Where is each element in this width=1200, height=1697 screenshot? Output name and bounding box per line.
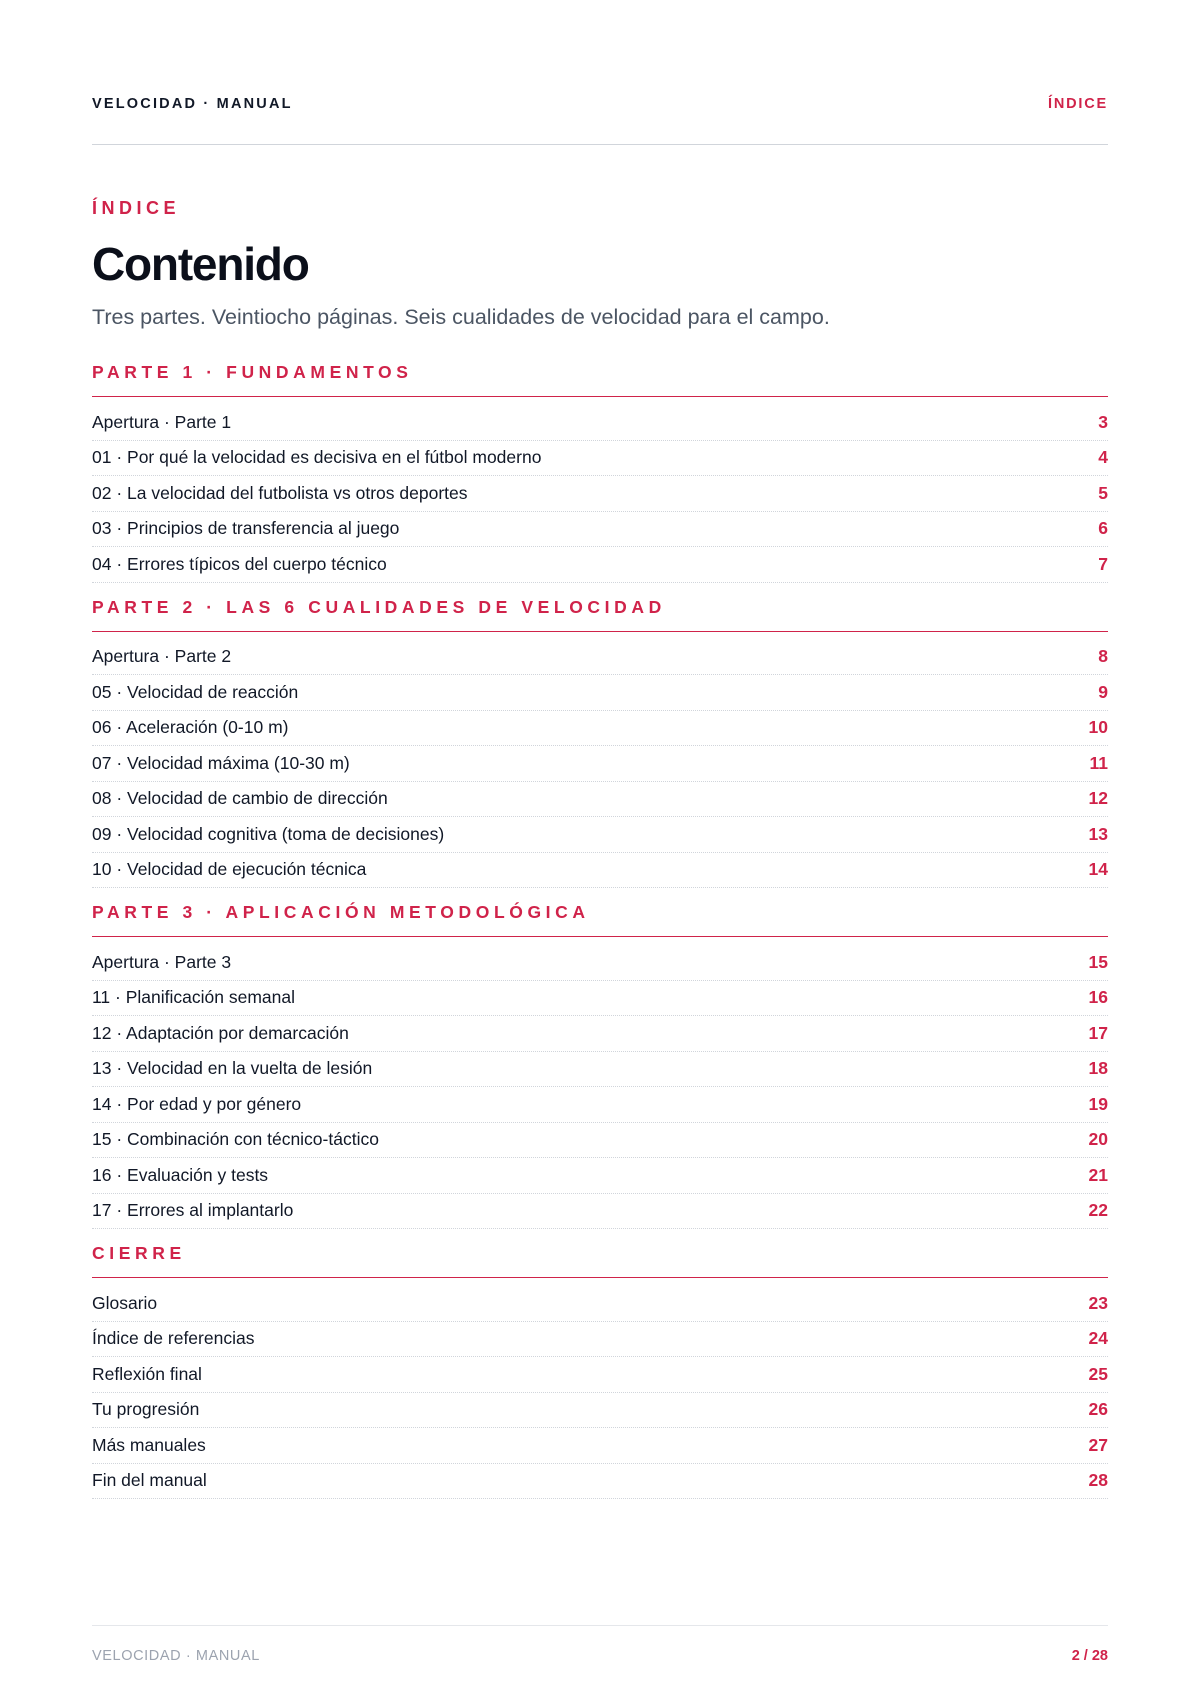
page-header (92, 96, 1108, 145)
toc-entry-label: 08 · Velocidad de cambio de dirección (92, 788, 388, 809)
toc-entry[interactable] (92, 1464, 1108, 1500)
toc-entry-page-number: 14 (1088, 859, 1108, 880)
toc-entry-page-number: 10 (1088, 717, 1108, 738)
toc-part-title: PARTE 1 · FUNDAMENTOS (92, 362, 1108, 397)
toc-entry-page-number: 28 (1088, 1470, 1108, 1491)
toc-entry[interactable] (92, 945, 1108, 981)
toc-part-title: PARTE 2 · LAS 6 CUALIDADES DE VELOCIDAD (92, 597, 1108, 632)
toc-entry-label: 07 · Velocidad máxima (10-30 m) (92, 752, 350, 773)
toc-entry[interactable] (92, 746, 1108, 782)
toc-entry[interactable] (92, 640, 1108, 676)
toc-entry[interactable] (92, 1194, 1108, 1230)
toc-entry-label: 12 · Adaptación por demarcación (92, 1022, 349, 1043)
toc-entry-label: Fin del manual (92, 1470, 207, 1491)
toc-entry[interactable] (92, 853, 1108, 889)
toc-entry[interactable] (92, 1123, 1108, 1159)
toc-entry-label: Tu progresión (92, 1399, 200, 1420)
toc-part (92, 902, 1108, 1229)
toc-entry[interactable] (92, 441, 1108, 477)
toc-entry-label: 03 · Principios de transferencia al juego (92, 518, 400, 539)
toc-entry[interactable] (92, 512, 1108, 548)
toc-entry[interactable] (92, 1393, 1108, 1429)
toc-entry[interactable] (92, 1428, 1108, 1464)
toc-entry-page-number: 22 (1088, 1200, 1108, 1221)
toc-entry-page-number: 26 (1088, 1399, 1108, 1420)
footer-page-number: 2 / 28 (1071, 1648, 1108, 1664)
toc-entry-label: Reflexión final (92, 1363, 202, 1384)
toc-entry[interactable] (92, 981, 1108, 1017)
toc-entry-label: Apertura · Parte 1 (92, 411, 232, 432)
toc-entry-label: 10 · Velocidad de ejecución técnica (92, 859, 367, 880)
toc-entry[interactable] (92, 1286, 1108, 1322)
index-eyebrow: ÍNDICE (92, 198, 181, 218)
toc-entry[interactable] (92, 711, 1108, 747)
toc-entry-label: 13 · Velocidad en la vuelta de lesión (92, 1058, 373, 1079)
toc-entry-page-number: 24 (1088, 1328, 1108, 1349)
toc-entry-page-number: 8 (1098, 646, 1108, 667)
toc-entry-page-number: 5 (1098, 482, 1108, 503)
toc-entry-label: 15 · Combinación con técnico-táctico (92, 1129, 379, 1150)
document-page (92, 0, 1108, 1697)
toc-entry-label: Índice de referencias (92, 1328, 255, 1349)
toc-part-title: PARTE 3 · APLICACIÓN METODOLÓGICA (92, 902, 1108, 937)
toc-part-title: CIERRE (92, 1243, 1108, 1278)
toc-entry-page-number: 7 (1098, 553, 1108, 574)
toc-entry-page-number: 15 (1088, 951, 1108, 972)
toc-entry-label: 16 · Evaluación y tests (92, 1164, 269, 1185)
toc-entry-page-number: 4 (1098, 447, 1108, 468)
toc-entry-label: 14 · Por edad y por género (92, 1093, 302, 1114)
toc-entry[interactable] (92, 817, 1108, 853)
header-section-label: ÍNDICE (1048, 96, 1108, 112)
toc-entry-page-number: 9 (1098, 681, 1108, 702)
toc-entry-label: 05 · Velocidad de reacción (92, 681, 299, 702)
toc-entry-label: Más manuales (92, 1434, 206, 1455)
toc-entry-label: Apertura · Parte 3 (92, 951, 232, 972)
toc-entry-label: 17 · Errores al implantarlo (92, 1200, 294, 1221)
toc-entry-page-number: 3 (1098, 411, 1108, 432)
toc-entry-page-number: 16 (1088, 987, 1108, 1008)
toc-part (92, 1243, 1108, 1499)
toc-entry-label: 04 · Errores típicos del cuerpo técnico (92, 553, 387, 574)
toc-entry[interactable] (92, 1052, 1108, 1088)
toc-entry-label: Apertura · Parte 2 (92, 646, 232, 667)
toc-entry[interactable] (92, 476, 1108, 512)
toc-entry[interactable] (92, 782, 1108, 818)
toc-entry-page-number: 20 (1088, 1129, 1108, 1150)
page-title: Contenido (92, 238, 309, 290)
table-of-contents (92, 362, 1108, 1513)
toc-part (92, 362, 1108, 583)
page-footer (92, 1625, 1108, 1664)
toc-entry[interactable] (92, 1322, 1108, 1358)
toc-entry-label: 01 · Por qué la velocidad es decisiva en el fútbol moderno (92, 447, 542, 468)
toc-entry-page-number: 25 (1088, 1363, 1108, 1384)
footer-brand: VELOCIDAD · MANUAL (92, 1648, 260, 1664)
toc-entry-page-number: 11 (1089, 752, 1108, 773)
toc-entry[interactable] (92, 1016, 1108, 1052)
toc-entry-label: 11 · Planificación semanal (92, 987, 295, 1008)
toc-entry-page-number: 13 (1088, 823, 1108, 844)
toc-part (92, 597, 1108, 889)
toc-entry-page-number: 6 (1098, 518, 1108, 539)
toc-entry-page-number: 21 (1088, 1164, 1108, 1185)
toc-entry[interactable] (92, 1158, 1108, 1194)
header-brand: VELOCIDAD · MANUAL (92, 96, 293, 112)
toc-entry-page-number: 19 (1088, 1093, 1108, 1114)
toc-entry-page-number: 27 (1088, 1434, 1108, 1455)
toc-entry-page-number: 18 (1088, 1058, 1108, 1079)
toc-entry[interactable] (92, 1087, 1108, 1123)
toc-entry[interactable] (92, 675, 1108, 711)
toc-entry[interactable] (92, 405, 1108, 441)
page-subtitle: Tres partes. Veintiocho páginas. Seis cualidades de velocidad para el campo. (92, 305, 830, 329)
toc-entry-page-number: 17 (1088, 1022, 1108, 1043)
toc-entry-label: 09 · Velocidad cognitiva (toma de decisiones) (92, 823, 445, 844)
toc-entry-label: 02 · La velocidad del futbolista vs otros deportes (92, 482, 468, 503)
toc-entry-page-number: 12 (1088, 788, 1108, 809)
toc-entry[interactable] (92, 547, 1108, 583)
toc-entry-label: Glosario (92, 1292, 158, 1313)
toc-entry[interactable] (92, 1357, 1108, 1393)
toc-entry-label: 06 · Aceleración (0-10 m) (92, 717, 289, 738)
toc-entry-page-number: 23 (1088, 1292, 1108, 1313)
